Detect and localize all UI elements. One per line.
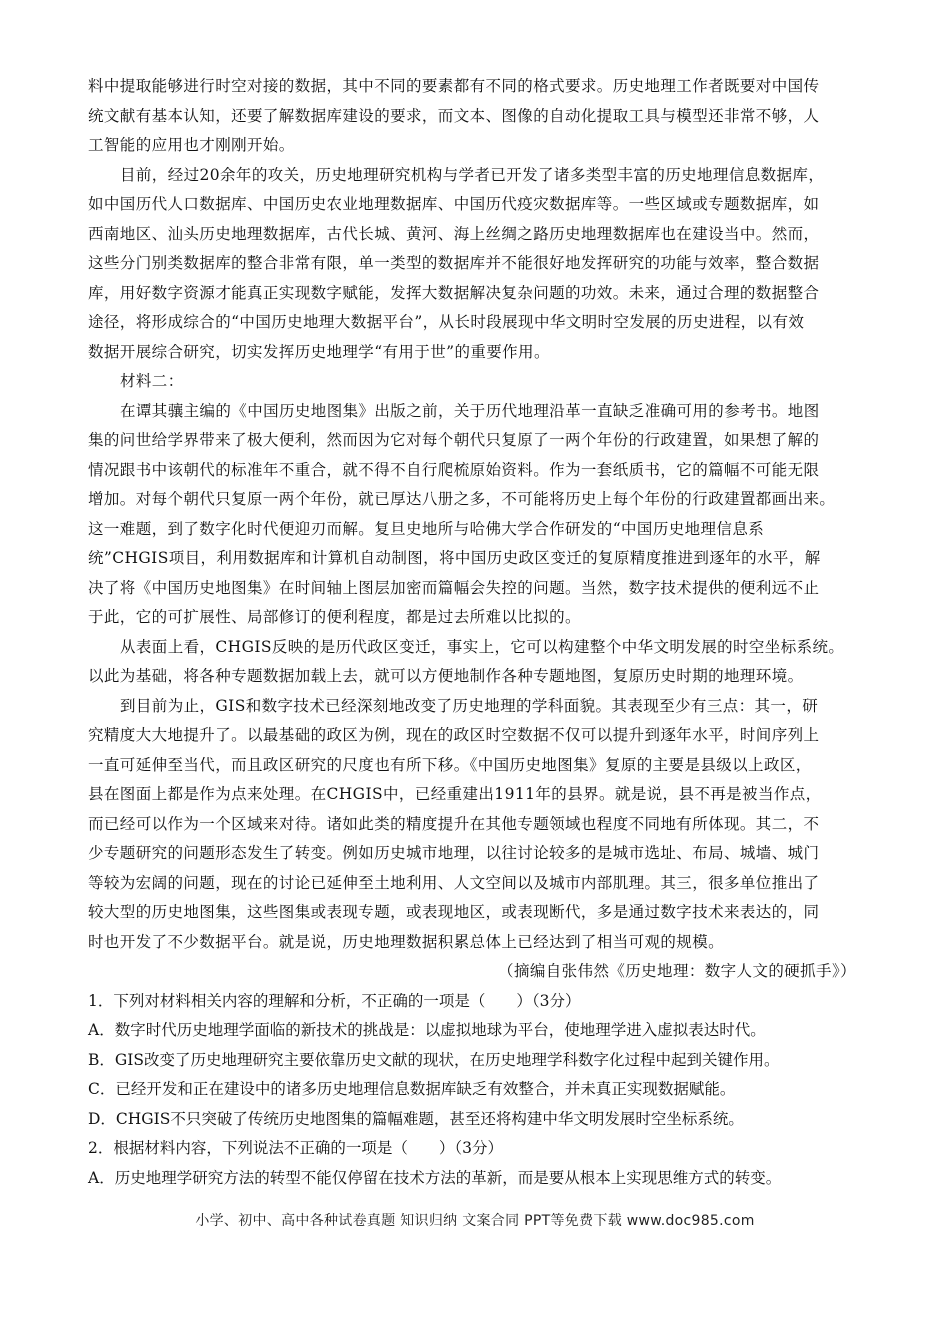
- article-body: [88, 72, 860, 1193]
- text-line: 如中国历代人口数据库、中国历史农业地理数据库、中国历代疫灾数据库等。一些区域或专题数据库，如: [88, 195, 820, 213]
- text-line: 较大型的历史地图集，这些图集或表现专题，或表现地区，或表现断代，多是通过数字技术来表达的，同: [88, 903, 820, 921]
- text-line: 这些分门别类数据库的整合非常有限，单一类型的数据库并不能很好地发挥研究的功能与效率，整合数据: [88, 254, 820, 272]
- section-heading: 材料二：: [120, 372, 184, 390]
- text-line: 目前，经过20余年的攻关，历史地理研究机构与学者已开发了诸多类型丰富的历史地理信息数据库，: [120, 165, 825, 184]
- option-d: D．CHGIS不只突破了传统历史地图集的篇幅难题，甚至还将构建中华文明发展时空坐标系统。: [88, 1109, 744, 1128]
- paragraph-1: [88, 72, 860, 161]
- paragraph-3: [88, 397, 860, 633]
- text-line: 集的问世给学界带来了极大便利，然而因为它对每个朝代只复原了一两个年份的行政建置，如果想了解的: [88, 431, 820, 449]
- text-line: 增加。对每个朝代只复原一两个年份，就已厚达八册之多，不可能将历史上每个年份的行政建置都画出来。: [88, 490, 836, 508]
- paragraph-4: [88, 633, 860, 692]
- text-line: 从表面上看，CHGIS反映的是历代政区变迁，事实上，它可以构建整个中华文明发展的时空坐标系统。: [120, 637, 845, 656]
- text-line: 数据开展综合研究，切实发挥历史地理学“有用于世”的重要作用。: [88, 342, 550, 361]
- text-line: 以此为基础，将各种专题数据加载上去，就可以方便地制作各种专题地图，复原历史时期的地理环境。: [88, 667, 804, 685]
- text-line: 情况跟书中该朝代的标准年不重合，就不得不自行爬梳原始资料。作为一套纸质书，它的篇幅不可能无限: [88, 460, 820, 479]
- text-line: 决了将《中国历史地图集》在时间轴上图层加密而篇幅会失控的问题。当然，数字技术提供的便利远不止: [88, 578, 820, 597]
- text-line: 西南地区、汕头历史地理数据库，古代长城、黄河、海上丝绸之路历史地理数据库也在建设当中。然而，: [88, 224, 820, 243]
- material-two-heading: [88, 367, 860, 397]
- text-line: 这一难题，到了数字化时代便迎刃而解。复旦史地所与哈佛大学合作研发的“中国历史地理信息系: [88, 519, 765, 538]
- text-line: 在谭其骧主编的《中国历史地图集》出版之前，关于历代地理沿革一直缺乏准确可用的参考书。地图: [120, 401, 820, 420]
- source-citation: （摘编自张伟然《历史地理：数字人文的硬抓手》）: [498, 962, 856, 980]
- text-line: 库，用好数字资源才能真正实现数字赋能，发挥大数据解决复杂问题的功效。未来，通过合理的数据整合: [88, 283, 820, 302]
- text-line: 等较为宏阔的问题，现在的讨论已延伸至土地利用、人文空间以及城市内部肌理。其三，很多单位推出了: [88, 873, 820, 892]
- question-2-stem: 2．根据材料内容，下列说法不正确的一项是（ ）（3分）: [88, 1139, 503, 1157]
- text-line: 料中提取能够进行时空对接的数据，其中不同的要素都有不同的格式要求。历史地理工作者既要对中国传: [88, 77, 820, 95]
- text-line: 到目前为止，GIS和数字技术已经深刻地改变了历史地理的学科面貌。其表现至少有三点：其一，研: [120, 696, 819, 715]
- text-line: 少专题研究的问题形态发生了转变。例如历史城市地理，以往讨论较多的是城市选址、布局、城墙、城门: [88, 844, 820, 862]
- option-c: C．已经开发和正在建设中的诸多历史地理信息数据库缺乏有效整合，并未真正实现数据赋能。: [88, 1080, 736, 1098]
- option-a: A．历史地理学研究方法的转型不能仅停留在技术方法的革新，而是要从根本上实现思维方式的转变。: [88, 1168, 782, 1187]
- paragraph-2: [88, 161, 860, 368]
- option-a: A．数字时代历史地理学面临的新技术的挑战是：以虚拟地球为平台，使地理学进入虚拟表达时代。: [88, 1021, 766, 1039]
- text-line: 时也开发了不少数据平台。就是说，历史地理数据积累总体上已经达到了相当可观的规模。: [88, 932, 725, 951]
- text-line: 一直可延伸至当代，而且政区研究的尺度也有所下移。《中国历史地图集》复原的主要是县级以上政区，: [88, 755, 812, 774]
- option-b: B．GIS改变了历史地理研究主要依靠历史文献的现状，在历史地理学科数字化过程中起到关键作用。: [88, 1050, 780, 1069]
- text-line: 究精度大大地提升了。以最基础的政区为例，现在的政区时空数据不仅可以提升到逐年水平，时间序列上: [88, 726, 820, 744]
- questions-section: [88, 987, 860, 1194]
- text-line: 工智能的应用也才刚刚开始。: [88, 136, 295, 154]
- text-line: 统”CHGIS项目，利用数据库和计算机自动制图，将中国历史政区变迁的复原精度推进到逐年的水平，解: [88, 549, 821, 567]
- paragraph-5: [88, 692, 860, 958]
- text-line: 途径，将形成综合的“中国历史地理大数据平台”，从长时段展现中华文明时空发展的历史进程，以有效: [88, 313, 805, 331]
- text-line: 而已经可以作为一个区域来对待。诸如此类的精度提升在其他专题领域也程度不同地有所体现。其二，不: [88, 814, 820, 833]
- text-line: 县在图面上都是作为点来处理。在CHGIS中，已经重建出1911年的县界。就是说，县不再是被当作点，: [88, 785, 822, 803]
- page-footer: 小学、初中、高中各种试卷真题 知识归纳 文案合同 PPT等免费下载 www.doc985.com: [195, 1213, 755, 1229]
- question-1-stem: 1．下列对材料相关内容的理解和分析，不正确的一项是（ ）（3分）: [88, 991, 581, 1010]
- text-line: 统文献有基本认知，还要了解数据库建设的要求，而文本、图像的自动化提取工具与模型还非常不够，人: [88, 106, 820, 125]
- text-line: 于此，它的可扩展性、局部修订的便利程度，都是过去所难以比拟的。: [88, 608, 581, 626]
